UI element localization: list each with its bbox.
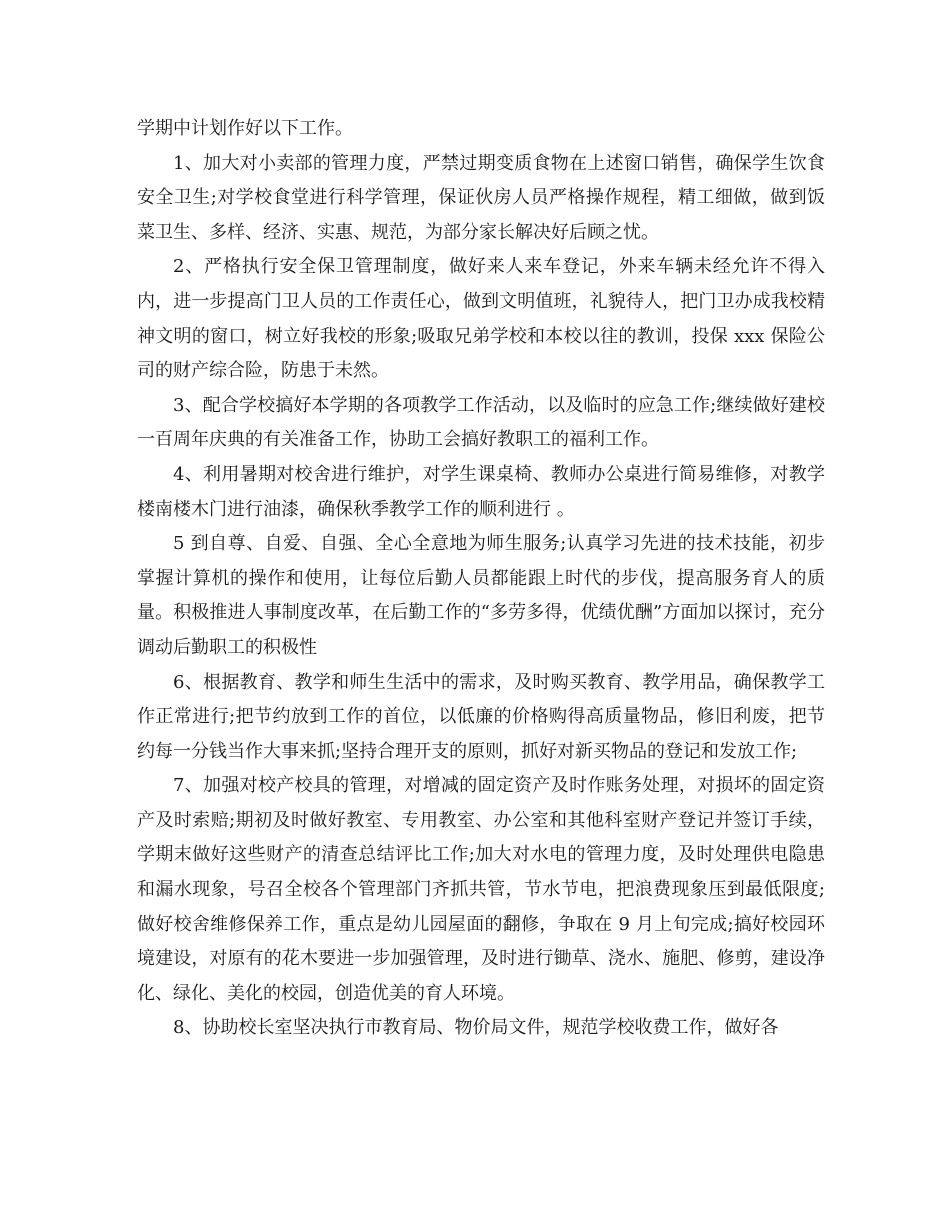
paragraph-item-7: 7、加强对校产校具的管理，对增减的固定资产及时作账务处理，对损坏的固定资产及时索赔;期初及时做好教室、专用教室、办公室和其他科室财产登记并签订手续，学期末做好这些财产的清查总结评比工作;加大对水电的管理力度，及时处理供电隐患和漏水现象，号召全校各个管理部门齐抓共管，节水节电，把浪费现象压到最低限度;做好校舍维修保养工作，重点是幼儿园屋面的翻修，争取在 9 月上旬完成;搞好校园环境建设，对原有的花木要进一步加强管理，及时进行锄草、浇水、施肥、修剪，建设净化、绿化、美化的校园，创造优美的育人环境。	[137, 775, 825, 1004]
paragraph-item-6: 6、根据教育、教学和师生生活中的需求，及时购买教育、教学用品，确保教学工作正常进行;把节约放到工作的首位，以低廉的价格购得高质量物品，修旧利废，把节约每一分钱当作大事来抓;坚持合理开支的原则，抓好对新买物品的登记和发放工作;	[137, 671, 825, 762]
document-body	[137, 112, 825, 1046]
paragraph-item-4: 4、利用暑期对校舍进行维护，对学生课桌椅、教师办公桌进行简易维修，对教学楼南楼木门进行油漆，确保秋季教学工作的顺利进行 。	[137, 463, 825, 520]
paragraph-intro: 学期中计划作好以下工作。	[137, 118, 353, 139]
paragraph-item-3: 3、配合学校搞好本学期的各项教学工作活动，以及临时的应急工作;继续做好建校一百周年庆典的有关准备工作，协助工会搞好教职工的福利工作。	[137, 394, 825, 451]
paragraph-item-1: 1、加大对小卖部的管理力度，严禁过期变质食物在上述窗口销售，确保学生饮食安全卫生;对学校食堂进行科学管理，保证伙房人员严格操作规程，精工细做，做到饭菜卫生、多样、经济、实惠、规范，为部分家长解决好后顾之忧。	[137, 152, 825, 243]
paragraph-item-2: 2、严格执行安全保卫管理制度，做好来人来车登记，外来车辆未经允许不得入内，进一步提高门卫人员的工作责任心，做到文明值班，礼貌待人，把门卫办成我校精神文明的窗口，树立好我校的形象;吸取兄弟学校和本校以往的教训，投保 xxx 保险公司的财产综合险，防患于未然。	[137, 256, 825, 382]
paragraph-item-8: 8、协助校长室坚决执行市教育局、物价局文件，规范学校收费工作，做好各	[173, 1017, 779, 1039]
paragraph-item-5: 5 到自尊、自爱、自强、全心全意地为师生服务;认真学习先进的技术技能，初步掌握计算机的操作和使用，让每位后勤人员都能跟上时代的步伐，提高服务育人的质量。积极推进人事制度改革，在后勤工作的“多劳多得，优绩优酬”方面加以探讨，充分调动后勤职工的积极性	[137, 533, 825, 658]
